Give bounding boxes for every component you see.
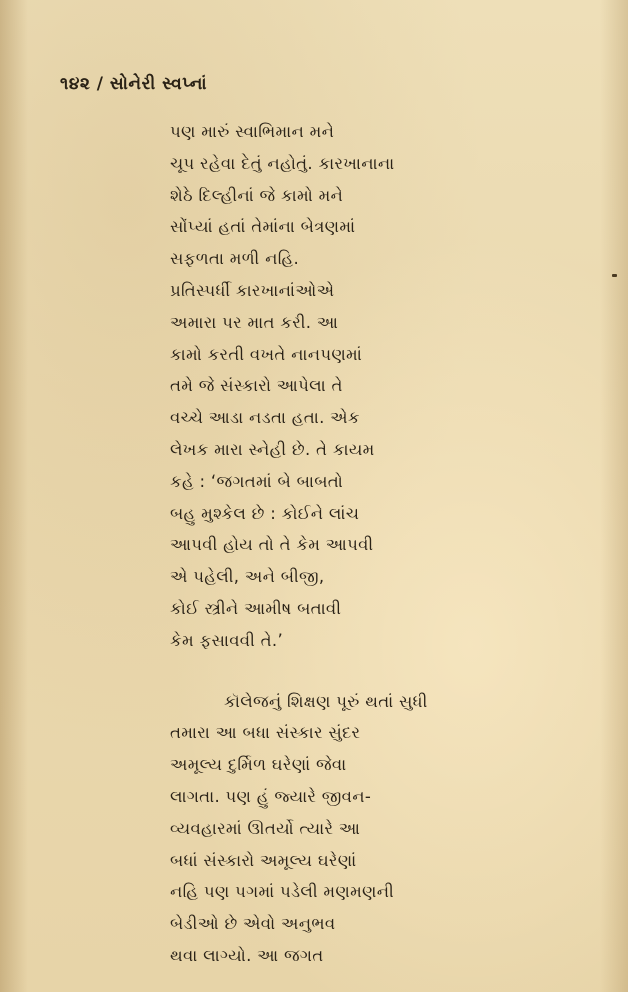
page-left-edge-shadow [0,0,28,992]
text-line: અમારા પર માત કરી. આ [170,312,339,332]
text-line: કૉલેજનું શિક્ષણ પૂરું થતાં સુધી [224,691,428,711]
text-line: બધાં સંસ્કારો અમૂલ્ય ઘરેણાં [170,850,357,870]
page-right-edge-shadow [600,0,628,992]
text-line: પણ મારું સ્વાભિમાન મને [170,122,335,141]
text-line: તમારા આ બધા સંસ્કાર સુંદર [170,723,361,743]
body-text [170,116,570,972]
text-line: થવા લાગ્યો. આ જગત [170,945,324,965]
text-line: કોઈ સ્ત્રીને આમીષ બતાવી [170,598,342,618]
text-line: બહુ મુશ્કેલ છે : કોઈને લાંચ [170,503,360,523]
text-line: સોંપ્યાં હતાં તેમાંના બેત્રણમાં [170,217,356,237]
text-line: નહિ પણ પગમાં પડેલી મણમણની [170,882,395,902]
text-line: લાગતા. પણ હું જ્યારે જીવન- [170,786,372,806]
text-line: ચૂપ રહેવા દેતું નહોતું. કારખાનાના [170,153,395,173]
text-line: વ્યવહારમાં ઊતર્યો ત્યારે આ [170,818,361,838]
text-line: આપવી હોય તો તે કેમ આપવી [170,535,374,555]
text-line: શેઠે દિલ્હીનાં જે કામો મને [170,185,344,205]
paragraph-2 [170,686,570,972]
paper-speck [612,274,617,277]
running-head: ૧૪૨ / સોનેરી સ્વપ્નાં [60,74,208,94]
paragraph-gap [170,657,570,686]
text-line: વચ્ચે આડા નડતા હતા. એક [170,408,360,428]
text-line: કેમ ફસાવવી તે.’ [170,630,283,650]
paragraph-1 [170,116,570,657]
text-line: પ્રતિસ્પર્ધી કારખાનાંઓએ [170,280,335,300]
text-line: કહે : ‘જગતમાં બે બાબતો [170,471,344,491]
text-line: તમે જે સંસ્કારો આપેલા તે [170,376,343,396]
text-line: બેડીઓ છે એવો અનુભવ [170,914,336,934]
text-line: લેખક મારા સ્નેહી છે. તે કાયમ [170,439,375,459]
text-line: અમૂલ્ય દુર્મિળ ઘરેણાં જેવા [170,755,347,775]
text-line: સફળતા મળી નહિ. [170,249,300,269]
text-line: કામો કરતી વખતે નાનપણમાં [170,344,363,364]
text-line: એ પહેલી, અને બીજી, [170,567,325,587]
